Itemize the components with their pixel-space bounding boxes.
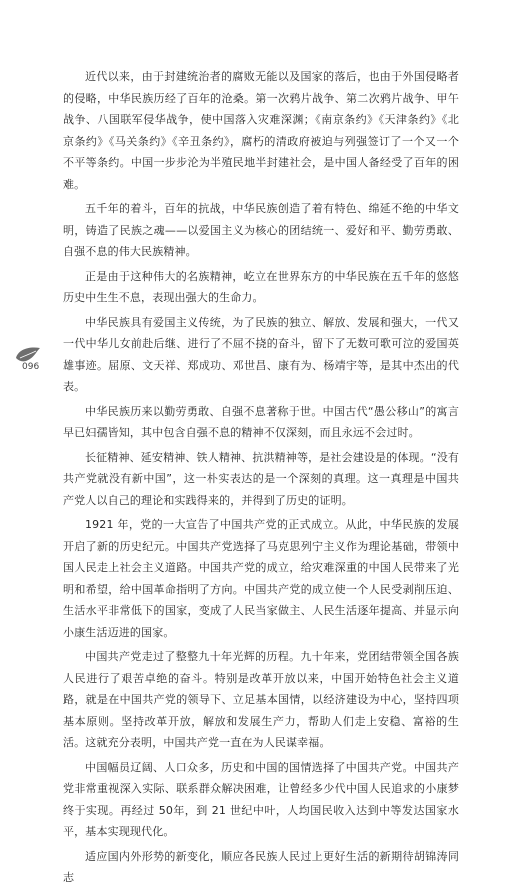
- paragraph-10: 适应国内外形势的新变化，顺应各民族人民过上更好生活的新期待胡锦涛同志: [63, 849, 459, 884]
- page-number: 096: [22, 362, 40, 372]
- paragraph-6: 长征精神、延安精神、铁人精神、抗洪精神等，是社会建设是的体现。“没有共产党就没有新中国”，这一朴实表达的是一个深刻的真理。这一真理是中国共产党人以自己的理论和实践得来的，并得到了历史的证明。: [63, 450, 459, 507]
- paragraph-5: 中华民族历来以勤劳勇敢、自强不息著称于世。中国古代“愚公移山”的寓言早已妇孺皆知，其中包含自强不息的精神不仅深刻，而且永远不会过时。: [63, 404, 459, 439]
- paragraph-7: 1921 年，党的一大宣告了中国共产党的正式成立。从此，中华民族的发展开启了新的历史纪元。中国共产党选择了马克思列宁主义作为理论基础，带领中国人民走上社会主义道路。中国共产党的成立，给灾难深重的中国人民带来了光明和希望，给中国革命指明了方向。中国共产党的成立使一个人民受剥削压迫、生活水平非常低下的国家，变成了人民当家做主、人民生活逐年提高、并显示向小康生活迈进的国家。: [63, 518, 459, 639]
- body-text: [63, 66, 459, 892]
- paragraph-2: 五千年的着斗，百年的抗战，中华民族创造了着有特色、绵延不绝的中华文明，铸造了民族之魂——以爱国主义为核心的团结统一、爱好和平、勤劳勇敢、自强不息的伟大民族精神。: [63, 202, 459, 258]
- paragraph-9: 中国幅员辽阔、人口众多，历史和中国的国情选择了中国共产党。中国共产党非常重视深入实际、联系群众解决困难，让曾经多少代中国人民追求的小康梦终于实现。再经过 50年，到 21 世纪中叶，人均国民收入达到中等发达国家水平，基本实现现代化。: [63, 760, 459, 838]
- paragraph-3: 正是由于这种伟大的名族精神，屹立在世界东方的中华民族在五千年的悠悠历史中生生不息，表现出强大的生命力。: [63, 269, 459, 304]
- paragraph-1: 近代以来，由于封建统治者的腐败无能以及国家的落后，也由于外国侵略者的侵略，中华民族历经了百年的沧桑。第一次鸦片战争、第二次鸦片战争、甲午战争、八国联军侵华战争，使中国落入灾难深渊；《南京条约》《天津条约》《北京条约》《马关条约》《辛丑条约》，腐朽的清政府被迫与列强签订了一个又一个不平等条约。中国一步步沦为半殖民地半封建社会，是中国人备经受了百年的困难。: [63, 70, 459, 191]
- paragraph-8: 中国共产党走过了整整九十年光辉的历程。九十年来，党团结带领全国各族人民进行了艰苦卓绝的奋斗。特别是改革开放以来，中国开始特色社会主义道路，就是在中国共产党的领导下、立足基本国情，以经济建设为中心，坚持四项基本原则。坚持改革开放，解放和发展生产力，帮助人们走上安稳、富裕的生活。这就充分表明，中国共产党一直在为人民谋幸福。: [63, 650, 459, 749]
- paragraph-4: 中华民族具有爱国主义传统，为了民族的独立、解放、发展和强大，一代又一代中华儿女前赴后继、进行了不屈不挠的奋斗，留下了无数可歌可泣的爱国英雄事迹。屈原、文天祥、郑成功、邓世昌、康有为、杨靖宇等，是其中杰出的代表。: [63, 315, 459, 393]
